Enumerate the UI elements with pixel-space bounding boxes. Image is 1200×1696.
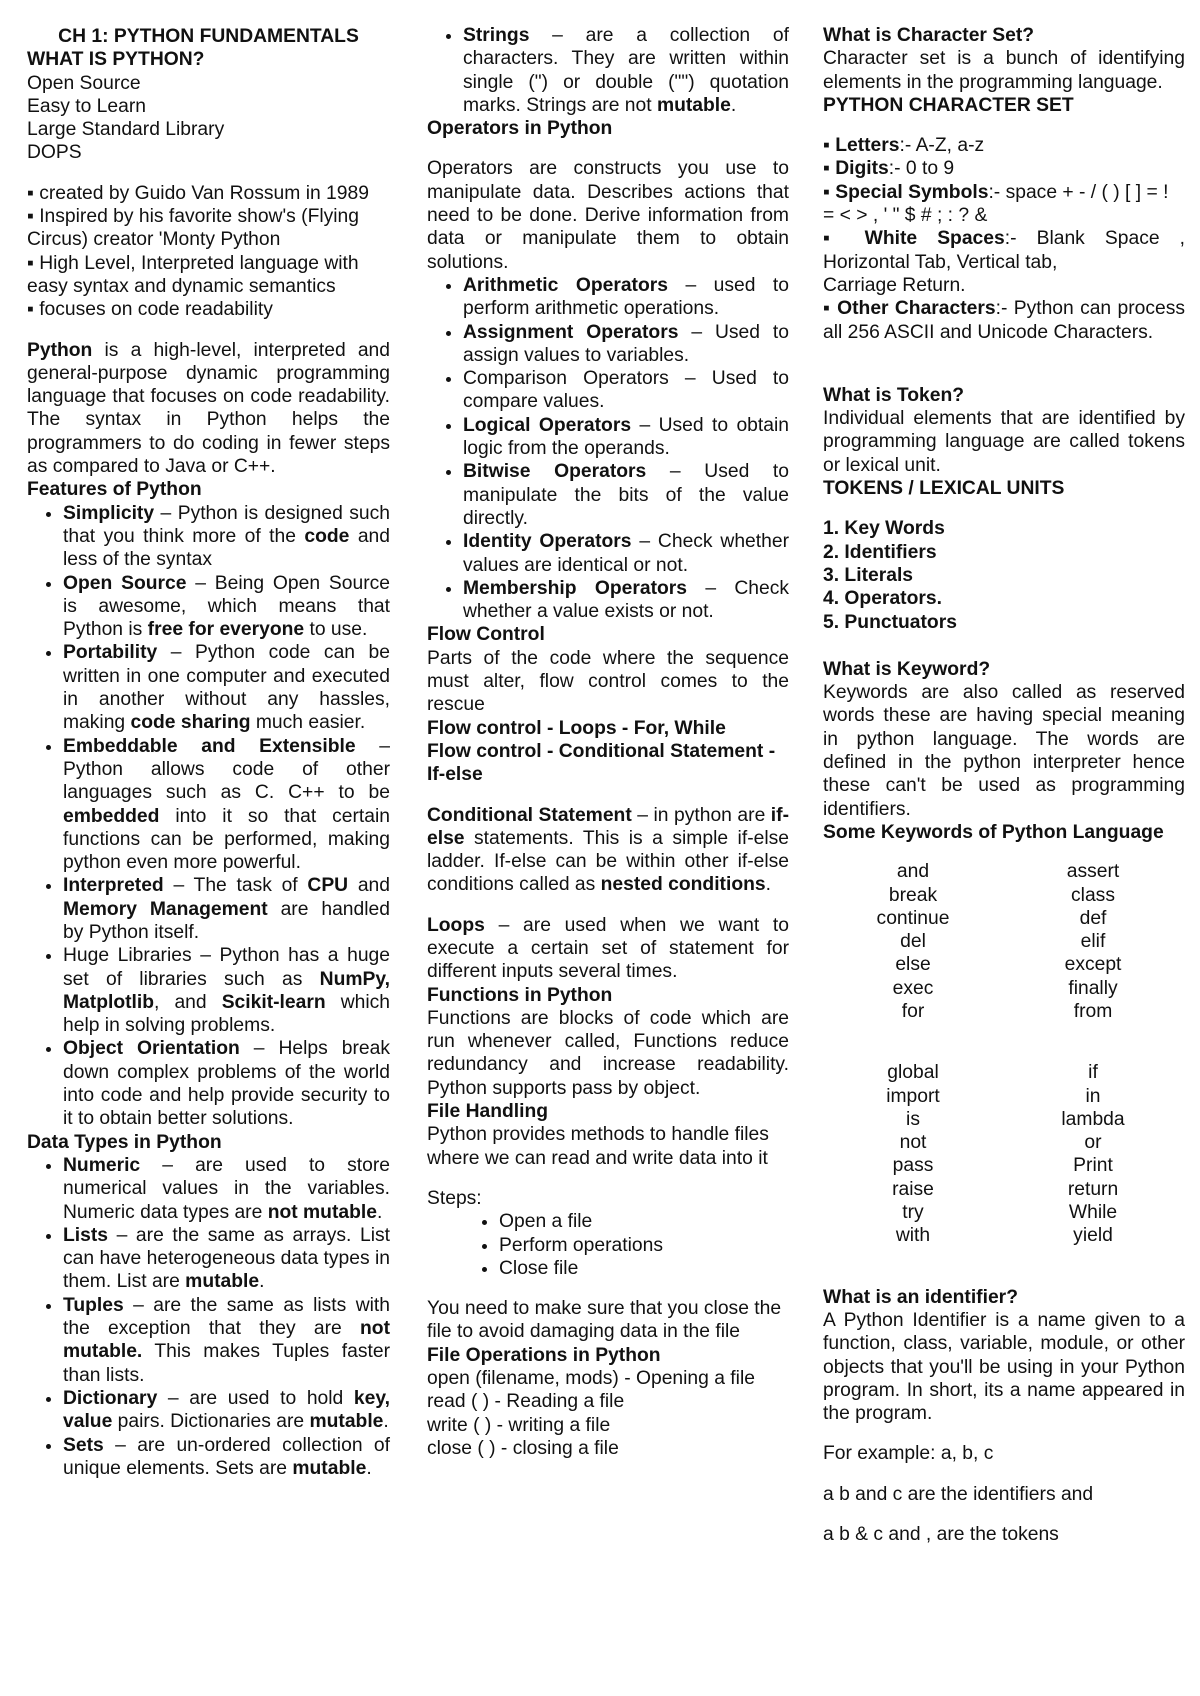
flow-loops-heading: Flow control - Loops - For, While <box>427 717 726 739</box>
keywords-column-right <box>1003 860 1183 1023</box>
operator-arithmetic: • Arithmetic Operators – used to perform arithmetic operations. <box>463 274 789 321</box>
datatype-numeric: • Numeric – are used to store numerical values in the variables. Numeric data types are not mutable. <box>63 1154 390 1224</box>
functions-text: Functions are blocks of code which are run whenever called, Functions reduce redundancy and increase readability. Python supports pass by object. <box>427 1007 789 1099</box>
keyword-item: else <box>895 954 931 976</box>
keyword-item: class <box>1071 884 1115 906</box>
character-set-list <box>823 134 1185 344</box>
keyword-item: continue <box>876 907 950 929</box>
character-set-question: What is Character Set? <box>823 25 1035 46</box>
keyword-item: lambda <box>1061 1108 1125 1130</box>
keyword-item: del <box>900 931 926 953</box>
feature-open-source: • Open Source – Being Open Source is awesome, which means that Python is free for everyone to use. <box>63 572 390 642</box>
keywords-table-b <box>823 1061 1185 1247</box>
operator-identity: • Identity Operators – Check whether values are identical or not. <box>463 530 789 577</box>
fact-item: ▪ focuses on code readability <box>27 299 273 321</box>
identifier-question: What is an identifier? <box>823 1286 1018 1308</box>
keyword-item: global <box>887 1062 939 1084</box>
keyword-item: except <box>1064 954 1122 976</box>
keyword-item: break <box>888 884 938 906</box>
keyword-item: raise <box>892 1178 934 1200</box>
file-operations-heading: File Operations in Python <box>427 1344 661 1366</box>
token-item: 3. Literals <box>823 564 914 586</box>
operators-heading: Operators in Python <box>427 118 613 140</box>
keyword-item: try <box>902 1202 924 1224</box>
fact-item: ▪ Inspired by his favorite show's (Flying Circus) creator 'Monty Python <box>27 206 359 251</box>
datatype-lists: • Lists – are the same as arrays. List can have heterogeneous data types in them. List are mutable. <box>63 1224 390 1294</box>
features-list <box>27 502 390 1131</box>
datatype-strings: • Strings – are a collection of characters. They are written within single (") or double ("") quotation marks. Strings are not mutable. <box>463 24 789 117</box>
charset-white-spaces-cont: Carriage Return. <box>823 274 966 296</box>
column-2 <box>427 24 789 1460</box>
file-operation: close ( ) - closing a file <box>427 1437 619 1459</box>
flow-control-text: Parts of the code where the sequence must alter, flow control comes to the rescue <box>427 647 789 716</box>
keyword-item: Print <box>1073 1155 1113 1177</box>
what-item: DOPS <box>27 142 82 164</box>
what-item: Easy to Learn <box>27 95 146 117</box>
flow-conditional-heading: Flow control - Conditional Statement - If-else <box>427 740 776 786</box>
keyword-item: is <box>906 1108 920 1130</box>
python-intro: Python is a high-level, interpreted and general-purpose dynamic programming language that focuses on code readability. The syntax in Python helps the programmers to do coding in fewer steps as compared to Java or C++. <box>27 339 390 478</box>
file-handling-heading: File Handling <box>427 1101 549 1123</box>
fact-item: ▪ created by Guido Van Rossum in 1989 <box>27 182 369 204</box>
what-is-python-heading: WHAT IS PYTHON? <box>27 49 205 71</box>
token-item: 5. Punctuators <box>823 611 957 633</box>
operator-comparison: • Comparison Operators – Used to compare values. <box>463 367 789 414</box>
feature-libraries: • Huge Libraries – Python has a huge set of libraries such as NumPy, Matplotlib, and Scikit-learn which help in solving problems. <box>63 944 390 1037</box>
file-operation: open (filename, mods) - Opening a file <box>427 1368 755 1390</box>
operators-list <box>427 274 789 623</box>
keywords-column-left <box>823 1061 1003 1247</box>
keyword-item: in <box>1085 1085 1101 1107</box>
identifier-example-note: a b and c are the identifiers and <box>823 1483 1094 1505</box>
keyword-item: or <box>1084 1132 1102 1154</box>
strings-list <box>427 24 789 117</box>
tokens-heading: TOKENS / LEXICAL UNITS <box>823 478 1065 500</box>
keyword-item: While <box>1068 1202 1118 1224</box>
keyword-item: if <box>1088 1062 1098 1084</box>
column-3 <box>823 24 1185 1546</box>
charset-other: ▪ Other Characters:- Python can process all 256 ASCII and Unicode Characters. <box>823 298 1185 343</box>
keyword-item: and <box>896 861 930 883</box>
keyword-item: def <box>1079 907 1107 929</box>
operator-membership: • Membership Operators – Check whether a value exists or not. <box>463 577 789 624</box>
keyword-item: finally <box>1068 977 1118 999</box>
operator-assignment: • Assignment Operators – Used to assign values to variables. <box>463 321 789 368</box>
what-item: Open Source <box>27 72 141 94</box>
keyword-item: from <box>1073 1000 1113 1022</box>
character-set-heading: PYTHON CHARACTER SET <box>823 94 1074 116</box>
token-text: Individual elements that are identified by programming language are called tokens or lexical unit. <box>823 408 1185 476</box>
feature-embeddable: • Embeddable and Extensible – Python allows code of other languages such as C. C++ to be embedded into it so that certain functions can be performed, making python even more powerful. <box>63 735 390 875</box>
operator-logical: • Logical Operators – Used to obtain logic from the operands. <box>463 414 789 461</box>
token-item: 4. Operators. <box>823 588 942 610</box>
operators-intro: Operators are constructs you use to manipulate data. Describes actions that need to be done. Derive information from data or manipulate them to obtain solutions. <box>427 158 789 273</box>
charset-letters: ▪ Letters:- A-Z, a-z <box>823 135 985 157</box>
functions-heading: Functions in Python <box>427 984 613 1006</box>
keyword-item: with <box>895 1225 931 1247</box>
keyword-item: pass <box>892 1155 934 1177</box>
step-item: • Close file <box>499 1257 789 1280</box>
datatype-dictionary: • Dictionary – are used to hold key, value pairs. Dictionaries are mutable. <box>63 1387 390 1434</box>
tokens-list <box>823 517 1185 633</box>
flow-control-heading: Flow Control <box>427 624 545 646</box>
python-facts <box>27 182 390 322</box>
token-example-note: a b & c and , are the tokens <box>823 1524 1059 1546</box>
data-types-heading: Data Types in Python <box>27 1131 222 1153</box>
keyword-item: exec <box>892 977 934 999</box>
steps-label: Steps: <box>427 1187 482 1209</box>
page-title: CH 1: PYTHON FUNDAMENTALS <box>58 26 359 47</box>
step-item: • Perform operations <box>499 1234 789 1257</box>
charset-special: ▪ Special Symbols:- space + - / ( ) [ ] = ! = < > , ' " $ # ; : ? & <box>823 181 1169 227</box>
loops-text: Loops – are used when we want to execute a certain set of statement for different inputs several times. <box>427 914 789 983</box>
conditional-statement-text: Conditional Statement – in python are if-else statements. This is a simple if-else ladder. If-else can be within other if-else conditions called as nested conditions. <box>427 804 789 896</box>
charset-white-spaces: ▪ White Spaces:- Blank Space , Horizontal Tab, Vertical tab, <box>823 228 1185 273</box>
character-set-text: Character set is a bunch of identifying elements in the programming language. <box>823 48 1185 93</box>
keyword-item: assert <box>1066 861 1120 883</box>
datatype-sets: • Sets – are un-ordered collection of unique elements. Sets are mutable. <box>63 1434 390 1481</box>
steps-list <box>427 1210 789 1280</box>
step-item: • Open a file <box>499 1210 789 1233</box>
keyword-item: return <box>1067 1178 1119 1200</box>
feature-portability: • Portability – Python code can be written in one computer and executed in another without any hassles, making code sharing much easier. <box>63 641 390 734</box>
feature-object-orientation: • Object Orientation – Helps break down complex problems of the world into code and help provide security to it to obtain better solutions. <box>63 1037 390 1130</box>
some-keywords-heading: Some Keywords of Python Language <box>823 821 1164 843</box>
token-question: What is Token? <box>823 384 965 406</box>
keyword-item: not <box>899 1132 927 1154</box>
keyword-item: yield <box>1073 1225 1113 1247</box>
keyword-text: Keywords are also called as reserved words these are having special meaning in python language. The words are defined in the python interpreter hence these can't be used as programming identifiers. <box>823 682 1185 820</box>
keyword-question: What is Keyword? <box>823 658 991 680</box>
identifier-example: For example: a, b, c <box>823 1443 994 1465</box>
file-handling-text: Python provides methods to handle files where we can read and write data into it <box>427 1124 769 1169</box>
keyword-item: import <box>886 1085 940 1107</box>
token-item: 2. Identifiers <box>823 541 937 563</box>
data-types-list <box>27 1154 390 1480</box>
fact-item: ▪ High Level, Interpreted language with easy syntax and dynamic semantics <box>27 252 359 297</box>
feature-interpreted: • Interpreted – The task of CPU and Memory Management are handled by Python itself. <box>63 874 390 944</box>
token-item: 1. Key Words <box>823 518 945 540</box>
keywords-column-right <box>1003 1061 1183 1247</box>
close-file-note: You need to make sure that you close the file to avoid damaging data in the file <box>427 1298 782 1343</box>
identifier-text: A Python Identifier is a name given to a function, class, variable, module, or other objects that you'll be using in your Python program. In short, its a name appeared in the program. <box>823 1309 1185 1425</box>
keyword-item: elif <box>1080 931 1106 953</box>
feature-simplicity: • Simplicity – Python is designed such that you think more of the code and less of the syntax <box>63 502 390 572</box>
features-heading: Features of Python <box>27 479 202 501</box>
keywords-column-left <box>823 860 1003 1023</box>
file-operation: read ( ) - Reading a file <box>427 1391 625 1413</box>
keyword-item: for <box>901 1000 925 1022</box>
what-item: Large Standard Library <box>27 119 225 141</box>
operator-bitwise: • Bitwise Operators – Used to manipulate the bits of the value directly. <box>463 460 789 530</box>
charset-digits: ▪ Digits:- 0 to 9 <box>823 158 955 180</box>
column-1 <box>27 24 390 1480</box>
keywords-table-a <box>823 860 1185 1023</box>
datatype-tuples: • Tuples – are the same as lists with the exception that they are not mutable. This makes Tuples faster than lists. <box>63 1294 390 1387</box>
file-operation: write ( ) - writing a file <box>427 1414 611 1436</box>
